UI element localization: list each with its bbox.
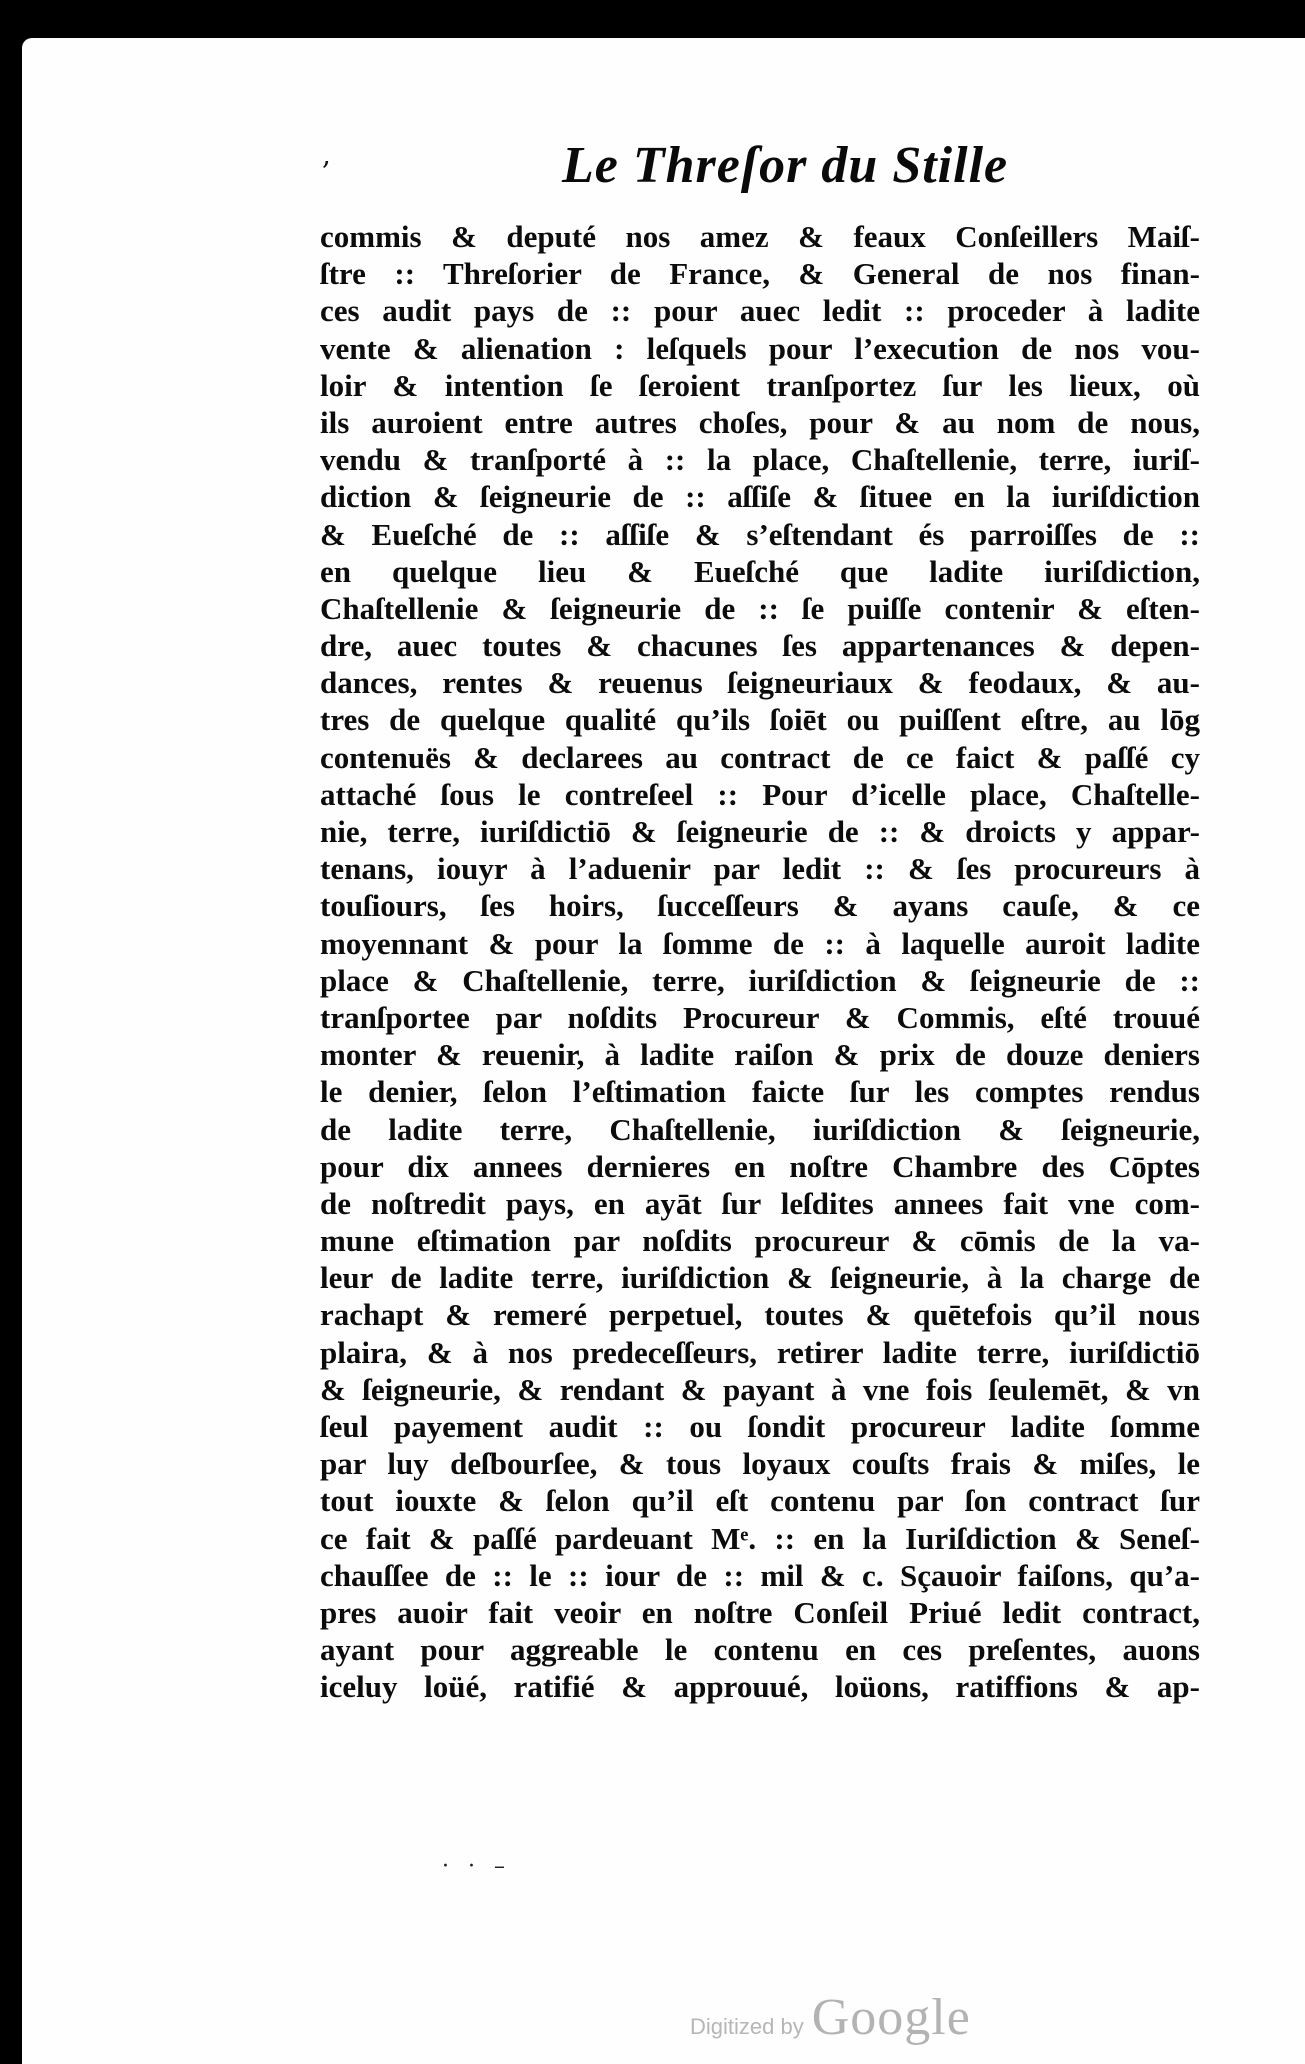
text-line: leur de ladite terre, iuriſdiction & ſeigneurie, à la charge de <box>320 1260 1200 1296</box>
text-line: plaira, & à nos predeceſſeurs, retirer ladite terre, iuriſdictiō <box>320 1334 1200 1370</box>
text-line: le denier, ſelon l’eſtimation faicte ſur les comptes rendus <box>320 1074 1200 1110</box>
text-line: vente & alienation : leſquels pour l’execution de nos vou- <box>320 330 1200 366</box>
text-line: dre, auec toutes & chacunes ſes appartenances & depen- <box>320 628 1200 664</box>
text-line: tout iouxte & ſelon qu’il eſt contenu par ſon contract ſur <box>320 1483 1200 1519</box>
text-line: ſtre :: Threſorier de France, & General de nos finan- <box>320 256 1200 292</box>
text-line: de noſtredit pays, en ayāt ſur leſdites annees fait vne com- <box>320 1185 1200 1221</box>
text-line: nie, terre, iuriſdictiō & ſeigneurie de :: & droicts y appar- <box>320 814 1200 849</box>
text-line: moyennant & pour la ſomme de :: à laquelle auroit ladite <box>320 925 1200 961</box>
running-title: Le Threſor du Stille <box>562 137 1009 194</box>
text-line: vendu & tranſporté à :: la place, Chaſtellenie, terre, iuriſ- <box>320 442 1200 478</box>
scan-border <box>0 0 22 2064</box>
digitized-watermark <box>690 1988 971 2047</box>
text-line: loir & intention ſe ſeroient tranſportez ſur les lieux, où <box>320 367 1200 403</box>
book-page <box>22 38 1305 2064</box>
digitized-by-label: Digitized by <box>690 2014 804 2039</box>
google-logo: Google <box>811 1989 971 2046</box>
text-line: diction & ſeigneurie de :: aſſiſe & ſituee en la iuriſdiction <box>320 479 1200 515</box>
text-line: ils auroient entre autres choſes, pour & au nom de nous, <box>320 404 1200 440</box>
text-line: contenuës & declarees au contract de ce faict & paſſé cy <box>320 739 1200 775</box>
text-line: de ladite terre, Chaſtellenie, iuriſdiction & ſeigneurie, <box>320 1111 1200 1147</box>
text-line: place & Chaſtellenie, terre, iuriſdiction & ſeigneurie de :: <box>320 962 1200 998</box>
text-line: monter & reuenir, à ladite raiſon & prix de douze deniers <box>320 1037 1200 1073</box>
text-line: tranſportee par noſdits Procureur & Commis, eſté trouué <box>320 999 1200 1035</box>
text-line: par luy deſbourſee, & tous loyaux couſts frais & miſes, le <box>320 1446 1200 1482</box>
text-line: iceluy loüé, ratifié & approuué, loüons, ratiffions & ap- <box>320 1669 1200 1705</box>
text-line: ce fait & paſſé pardeuant Mᵉ. :: en la Iuriſdiction & Seneſ- <box>320 1520 1200 1556</box>
text-line: commis & deputé nos amez & feaux Conſeillers Maiſ- <box>320 219 1200 254</box>
text-line: tres de quelque qualité qu’ils ſoiēt ou puiſſent eſtre, au lōg <box>320 702 1200 738</box>
text-line: en quelque lieu & Eueſché que ladite iuriſdiction, <box>320 553 1200 589</box>
body-text <box>320 218 1200 1706</box>
text-line: & Eueſché de :: aſſiſe & s’eſtendant és parroiſſes de :: <box>320 516 1200 552</box>
text-line: Chaſtellenie & ſeigneurie de :: ſe puiſſe contenir & eſten- <box>320 590 1200 626</box>
text-line: attaché ſous le contreſeel :: Pour d’icelle place, Chaſtelle- <box>320 776 1200 812</box>
text-line: tenans, iouyr à l’aduenir par ledit :: & ſes procureurs à <box>320 851 1200 887</box>
text-line: pres auoir fait veoir en noſtre Conſeil Priué ledit contract, <box>320 1594 1200 1630</box>
text-line: chauſſee de :: le :: iour de :: mil & c. Sçauoir faiſons, qu’a- <box>320 1557 1200 1593</box>
text-line: ayant pour aggreable le contenu en ces preſentes, auons <box>320 1632 1200 1668</box>
text-line: ces audit pays de :: pour auec ledit :: proceder à ladite <box>320 293 1200 329</box>
header-mark: , <box>322 138 331 171</box>
text-line: & ſeigneurie, & rendant & payant à vne fois ſeulemēt, & vn <box>320 1371 1200 1407</box>
text-line: pour dix annees dernieres en noſtre Chambre des Cōptes <box>320 1148 1200 1184</box>
text-line: ſeul payement audit :: ou ſondit procureur ladite ſomme <box>320 1409 1200 1444</box>
text-line: mune eſtimation par noſdits procureur & cōmis de la va- <box>320 1223 1200 1259</box>
text-line: dances, rentes & reuenus ſeigneuriaux & feodaux, & au- <box>320 665 1200 701</box>
text-line: touſiours, ſes hoirs, ſucceſſeurs & ayans cauſe, & ce <box>320 888 1200 924</box>
text-line: rachapt & remeré perpetuel, toutes & quētefois qu’il nous <box>320 1297 1200 1333</box>
footer-marks: · · – <box>442 1854 511 1879</box>
